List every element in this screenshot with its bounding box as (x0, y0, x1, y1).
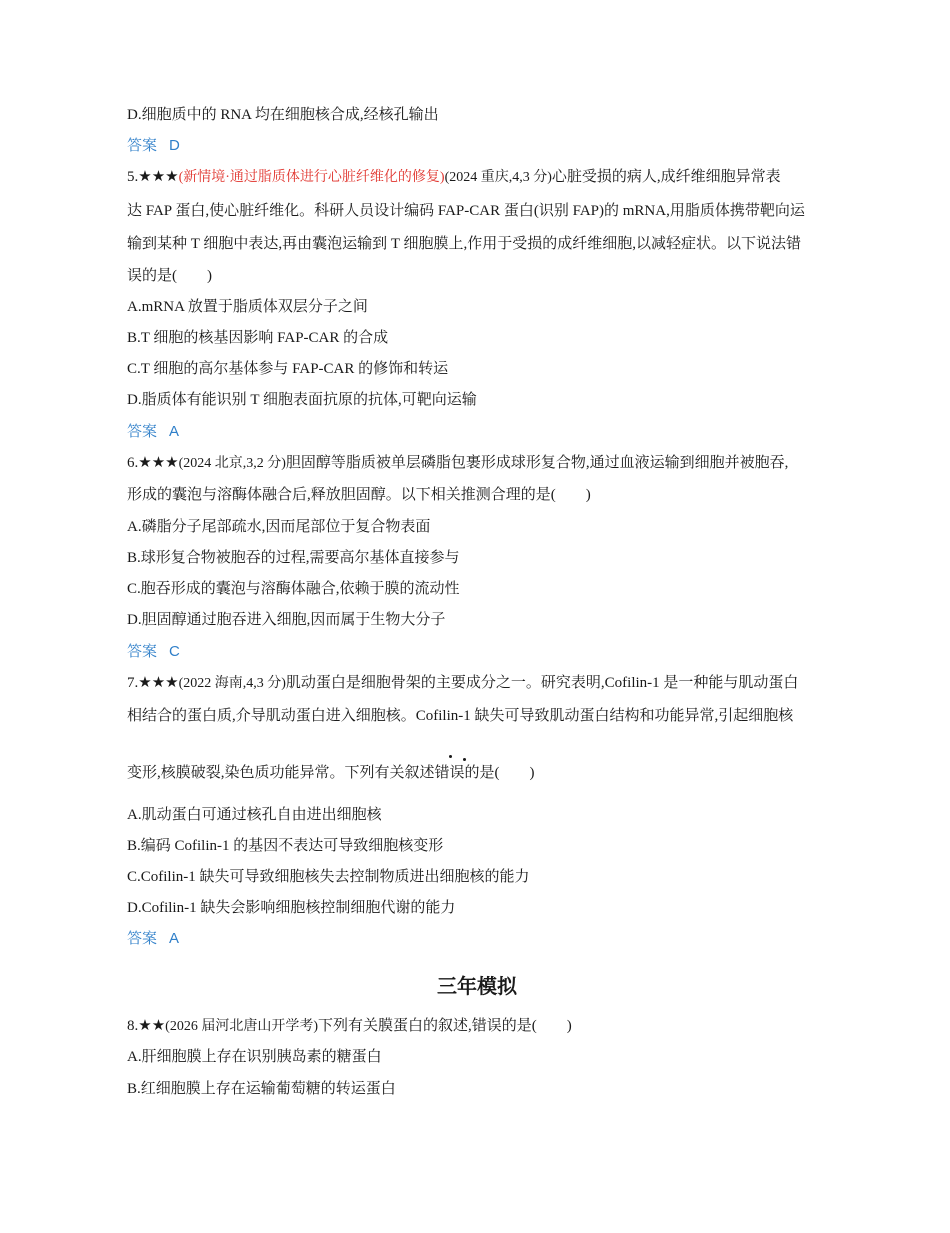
section-heading: 三年模拟 (437, 976, 517, 998)
answer-label: 答案 (127, 643, 158, 660)
q5-stem-line-2: 达 FAP 蛋白,使心脏纤维化。科研人员设计编码 FAP-CAR 蛋白(识别 FAP)的 mRNA,用脂质体携带靶向运 (127, 203, 805, 219)
q7-option-d: D.Cofilin-1 缺失会影响细胞核控制细胞代谢的能力 (127, 900, 456, 916)
answer-6 (127, 642, 180, 662)
q5-stem-line-4: 误的是( ) (127, 268, 212, 284)
q7-text: 肌动蛋白是细胞骨架的主要成分之一。研究表明,Cofilin-1 是一种能与肌动蛋白 (285, 675, 799, 691)
q5-stem-line-1 (127, 167, 781, 188)
q5-stem-line-3: 输到某种 T 细胞中表达,再由囊泡运输到 T 细胞膜上,作用于受损的成纤维细胞,以减轻症状。以下说法错 (127, 236, 802, 252)
q6-number: 6.★★★ (127, 455, 179, 471)
q7-option-a: A.肌动蛋白可通过核孔自由进出细胞核 (127, 807, 382, 823)
emphasis-dot (449, 755, 452, 758)
q7-stem-line-1 (127, 673, 798, 694)
q5-number: 5.★★★ (127, 169, 179, 185)
answer-label: 答案 (127, 423, 158, 440)
q8-stem-line-1 (127, 1016, 572, 1037)
q5-option-b: B.T 细胞的核基因影响 FAP-CAR 的合成 (127, 330, 389, 346)
q6-option-d: D.胆固醇通过胞吞进入细胞,因而属于生物大分子 (127, 612, 446, 628)
q5-source: (2024 重庆,4,3 分) (444, 170, 552, 185)
q4-option-d: D.细胞质中的 RNA 均在细胞核合成,经核孔输出 (127, 107, 439, 123)
q5-option-a: A.mRNA 放置于脂质体双层分子之间 (127, 299, 368, 315)
q7-stem-line-2: 相结合的蛋白质,介导肌动蛋白进入细胞核。Cofilin-1 缺失可导致肌动蛋白结构和功能异常,引起细胞核 (127, 708, 794, 724)
answer-value: A (169, 423, 180, 440)
answer-4 (127, 136, 180, 156)
q5-option-d: D.脂质体有能识别 T 细胞表面抗原的抗体,可靶向运输 (127, 392, 477, 408)
answer-label: 答案 (127, 930, 158, 947)
q8-text: 下列有关膜蛋白的叙述,错误的是( ) (317, 1018, 572, 1034)
q6-option-c: C.胞吞形成的囊泡与溶酶体融合,依赖于膜的流动性 (127, 581, 460, 597)
q7-option-b: B.编码 Cofilin-1 的基因不表达可导致细胞核变形 (127, 838, 444, 854)
q8-source: (2026 届河北唐山开学考) (165, 1019, 318, 1034)
q8-option-a: A.肝细胞膜上存在识别胰岛素的糖蛋白 (127, 1049, 382, 1065)
q6-stem-line-2: 形成的囊泡与溶酶体融合后,释放胆固醇。以下相关推测合理的是( ) (127, 487, 591, 503)
answer-value: A (169, 930, 180, 947)
answer-5 (127, 422, 179, 442)
emphasis-dot (463, 758, 466, 761)
q5-text: 心脏受损的病人,成纤维细胞异常表 (551, 169, 781, 185)
q7-option-c: C.Cofilin-1 缺失可导致细胞核失去控制物质进出细胞核的能力 (127, 869, 530, 885)
q8-option-b: B.红细胞膜上存在运输葡萄糖的转运蛋白 (127, 1081, 396, 1097)
q5-option-c: C.T 细胞的高尔基体参与 FAP-CAR 的修饰和转运 (127, 361, 449, 377)
q7-source: (2022 海南,4,3 分) (178, 676, 286, 691)
q6-source: (2024 北京,3,2 分) (178, 456, 286, 471)
q8-number: 8.★★ (127, 1018, 166, 1034)
answer-label: 答案 (127, 137, 158, 154)
q6-text: 胆固醇等脂质被单层磷脂包裹形成球形复合物,通过血液运输到细胞并被胞吞, (285, 455, 789, 471)
q6-option-b: B.球形复合物被胞吞的过程,需要高尔基体直接参与 (127, 550, 460, 566)
answer-7 (127, 929, 179, 949)
answer-value: C (169, 643, 180, 660)
q7-stem-line-3: 变形,核膜破裂,染色质功能异常。下列有关叙述错误的是( ) (127, 765, 535, 781)
q7-number: 7.★★★ (127, 675, 179, 691)
q6-stem-line-1 (127, 453, 788, 474)
q5-context-tag: (新情境·通过脂质体进行心脏纤维化的修复) (178, 170, 445, 185)
q6-option-a: A.磷脂分子尾部疏水,因而尾部位于复合物表面 (127, 519, 431, 535)
answer-value: D (169, 137, 180, 154)
